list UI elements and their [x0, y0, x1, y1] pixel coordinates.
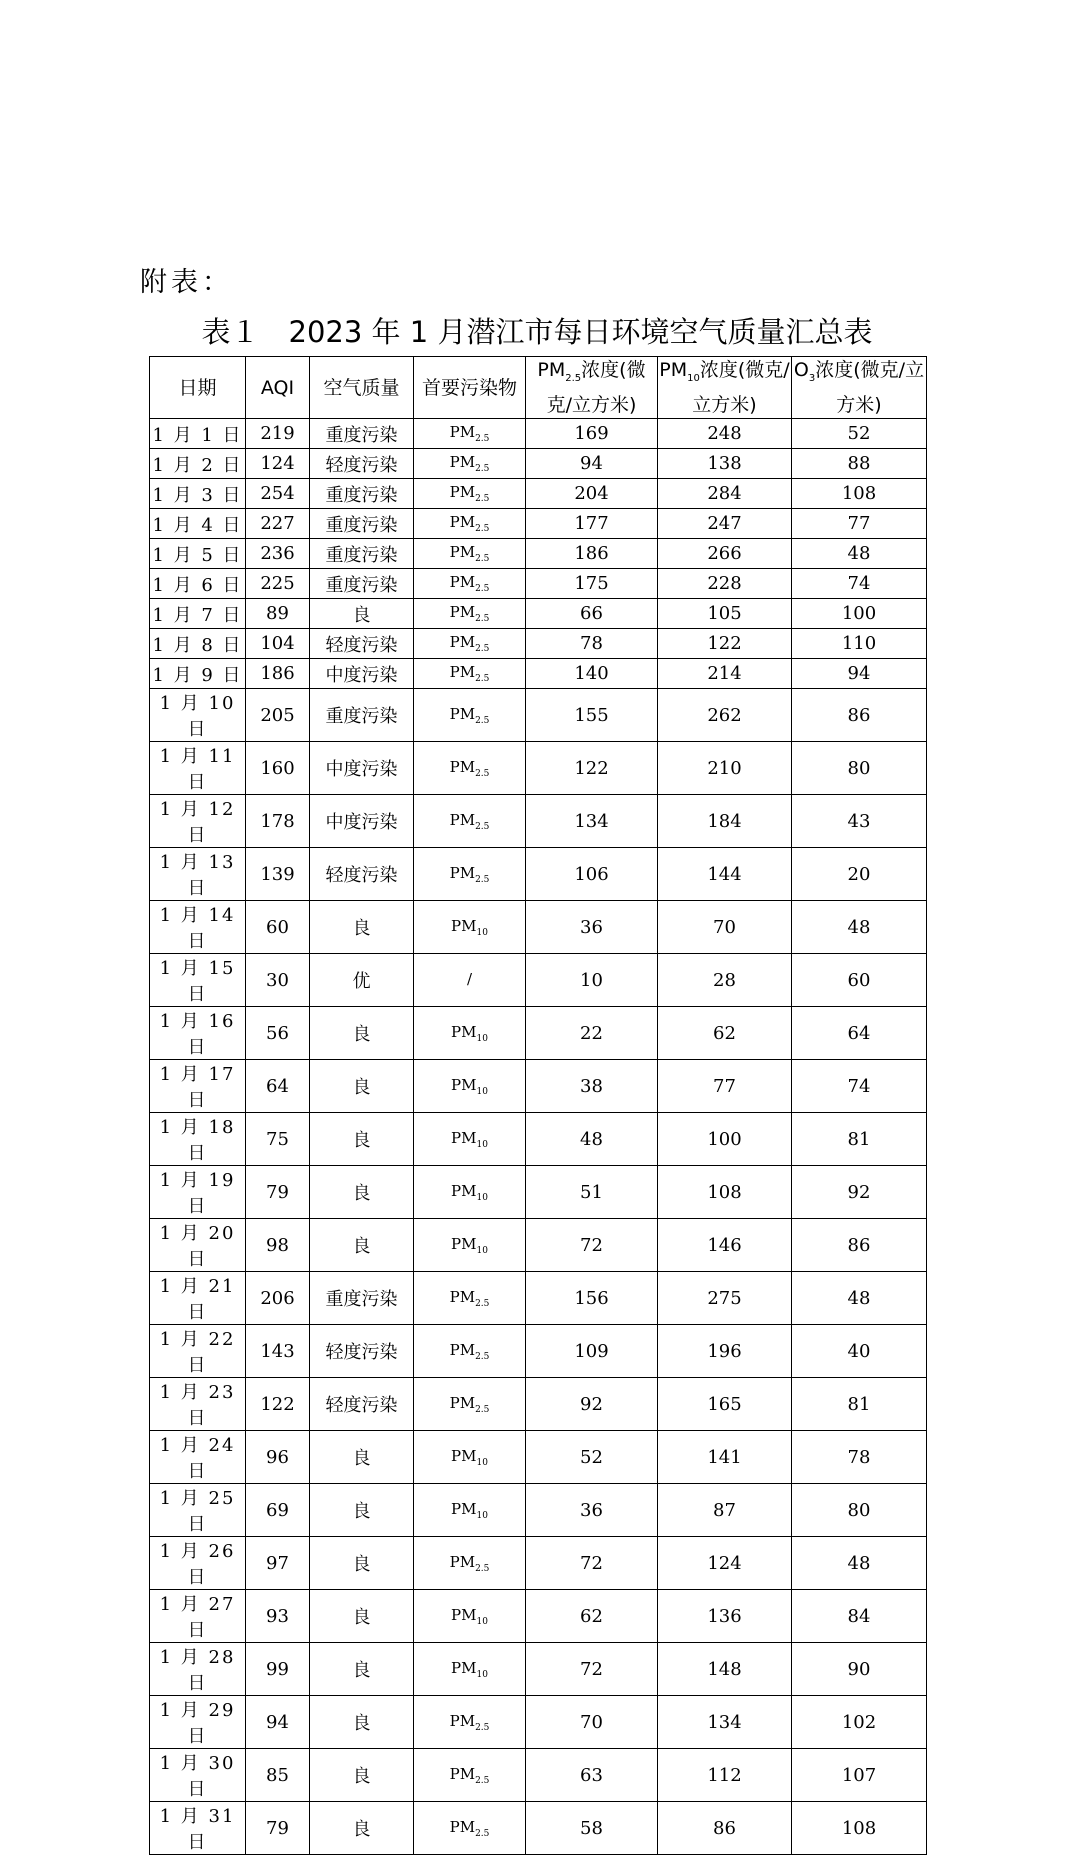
cell-pm10: 165 [658, 1378, 792, 1431]
cell-primary-pollutant: $PM_{2.5}$ [414, 659, 526, 689]
cell-date: 1 月 30 日 [150, 1749, 246, 1802]
cell-aqi: 98 [246, 1219, 310, 1272]
cell-date: 1 月 31 日 [150, 1802, 246, 1855]
cell-o3: 100 [792, 599, 927, 629]
table-row [150, 1378, 927, 1431]
table-row [150, 1060, 927, 1113]
cell-primary-pollutant: $PM_{2.5}$ [414, 599, 526, 629]
cell-pm10: 248 [658, 419, 792, 449]
cell-primary-pollutant: $PM_{2.5}$ [414, 629, 526, 659]
cell-aqi: 60 [246, 901, 310, 954]
cell-quality: 良 [310, 1802, 414, 1855]
table-row [150, 539, 927, 569]
cell-pm10: 275 [658, 1272, 792, 1325]
cell-o3: 110 [792, 629, 927, 659]
cell-o3: 90 [792, 1643, 927, 1696]
cell-primary-pollutant: $PM_{2.5}$ [414, 569, 526, 599]
cell-date: 1 月 2 日 [150, 449, 246, 479]
table-row [150, 848, 927, 901]
cell-primary-pollutant: $PM_{2.5}$ [414, 1325, 526, 1378]
cell-primary-pollutant: $PM_{2.5}$ [414, 509, 526, 539]
cell-date: 1 月 10 日 [150, 689, 246, 742]
cell-o3: 48 [792, 1272, 927, 1325]
cell-primary-pollutant: $PM_{10}$ [414, 1431, 526, 1484]
cell-date: 1 月 21 日 [150, 1272, 246, 1325]
cell-primary-pollutant: $PM_{10}$ [414, 1590, 526, 1643]
cell-pm25: 106 [526, 848, 658, 901]
cell-o3: 48 [792, 901, 927, 954]
annex-label: 附表： [140, 267, 233, 298]
table-row [150, 449, 927, 479]
cell-pm10: 100 [658, 1113, 792, 1166]
cell-o3: 81 [792, 1113, 927, 1166]
cell-date: 1 月 29 日 [150, 1696, 246, 1749]
cell-pm10: 141 [658, 1431, 792, 1484]
cell-quality: 良 [310, 599, 414, 629]
cell-primary-pollutant: $PM_{2.5}$ [414, 449, 526, 479]
cell-o3: 78 [792, 1431, 927, 1484]
cell-primary-pollutant: $PM_{10}$ [414, 901, 526, 954]
cell-pm25: 78 [526, 629, 658, 659]
cell-quality: 重度污染 [310, 419, 414, 449]
cell-date: 1 月 16 日 [150, 1007, 246, 1060]
cell-o3: 52 [792, 419, 927, 449]
cell-pm25: 204 [526, 479, 658, 509]
table-header-row [150, 357, 927, 419]
cell-aqi: 236 [246, 539, 310, 569]
cell-o3: 43 [792, 795, 927, 848]
cell-pm25: 156 [526, 1272, 658, 1325]
cell-quality: 轻度污染 [310, 1325, 414, 1378]
cell-primary-pollutant: $PM_{2.5}$ [414, 689, 526, 742]
cell-primary-pollutant: $PM_{2.5}$ [414, 795, 526, 848]
cell-pm25: 169 [526, 419, 658, 449]
table-row [150, 901, 927, 954]
cell-date: 1 月 20 日 [150, 1219, 246, 1272]
cell-date: 1 月 5 日 [150, 539, 246, 569]
table-body [150, 419, 927, 1855]
cell-pm10: 148 [658, 1643, 792, 1696]
cell-date: 1 月 11 日 [150, 742, 246, 795]
cell-pm25: 70 [526, 1696, 658, 1749]
cell-pm25: 22 [526, 1007, 658, 1060]
cell-primary-pollutant: $PM_{10}$ [414, 1060, 526, 1113]
table-row [150, 659, 927, 689]
cell-pm25: 66 [526, 599, 658, 629]
cell-date: 1 月 1 日 [150, 419, 246, 449]
cell-date: 1 月 3 日 [150, 479, 246, 509]
cell-pm10: 70 [658, 901, 792, 954]
table-row [150, 689, 927, 742]
cell-quality: 良 [310, 1219, 414, 1272]
cell-aqi: 254 [246, 479, 310, 509]
cell-date: 1 月 27 日 [150, 1590, 246, 1643]
cell-aqi: 206 [246, 1272, 310, 1325]
cell-o3: 86 [792, 689, 927, 742]
cell-aqi: 219 [246, 419, 310, 449]
cell-o3: 84 [792, 1590, 927, 1643]
cell-pm10: 144 [658, 848, 792, 901]
cell-pm10: 122 [658, 629, 792, 659]
cell-quality: 优 [310, 954, 414, 1007]
cell-o3: 74 [792, 1060, 927, 1113]
cell-date: 1 月 4 日 [150, 509, 246, 539]
table-row [150, 742, 927, 795]
cell-aqi: 139 [246, 848, 310, 901]
cell-pm10: 86 [658, 1802, 792, 1855]
cell-aqi: 186 [246, 659, 310, 689]
table-row [150, 1166, 927, 1219]
cell-o3: 77 [792, 509, 927, 539]
cell-date: 1 月 28 日 [150, 1643, 246, 1696]
table-row [150, 509, 927, 539]
cell-pm25: 63 [526, 1749, 658, 1802]
cell-aqi: 56 [246, 1007, 310, 1060]
cell-date: 1 月 8 日 [150, 629, 246, 659]
cell-o3: 64 [792, 1007, 927, 1060]
cell-pm10: 262 [658, 689, 792, 742]
cell-quality: 良 [310, 1537, 414, 1590]
cell-pm10: 146 [658, 1219, 792, 1272]
cell-pm25: 122 [526, 742, 658, 795]
table-row [150, 1431, 927, 1484]
cell-o3: 81 [792, 1378, 927, 1431]
cell-aqi: 30 [246, 954, 310, 1007]
cell-aqi: 160 [246, 742, 310, 795]
table-row [150, 1272, 927, 1325]
cell-aqi: 64 [246, 1060, 310, 1113]
table-row [150, 1325, 927, 1378]
cell-aqi: 178 [246, 795, 310, 848]
cell-aqi: 94 [246, 1696, 310, 1749]
cell-date: 1 月 17 日 [150, 1060, 246, 1113]
cell-pm10: 62 [658, 1007, 792, 1060]
header-date: 日期 [150, 357, 246, 419]
header-pm10: $PM_{10}$浓度(微克/立方米) [658, 357, 792, 419]
table-row [150, 954, 927, 1007]
cell-pm10: 138 [658, 449, 792, 479]
cell-pm10: 134 [658, 1696, 792, 1749]
cell-aqi: 143 [246, 1325, 310, 1378]
cell-date: 1 月 15 日 [150, 954, 246, 1007]
table-row [150, 1643, 927, 1696]
cell-quality: 良 [310, 1749, 414, 1802]
table-row [150, 1007, 927, 1060]
cell-quality: 重度污染 [310, 569, 414, 599]
cell-pm10: 247 [658, 509, 792, 539]
cell-pm10: 87 [658, 1484, 792, 1537]
cell-primary-pollutant: $PM_{2.5}$ [414, 1802, 526, 1855]
cell-quality: 良 [310, 901, 414, 954]
cell-primary-pollutant: $PM_{10}$ [414, 1113, 526, 1166]
cell-pm25: 94 [526, 449, 658, 479]
cell-o3: 94 [792, 659, 927, 689]
cell-pm25: 72 [526, 1537, 658, 1590]
cell-pm25: 134 [526, 795, 658, 848]
cell-o3: 108 [792, 1802, 927, 1855]
cell-o3: 102 [792, 1696, 927, 1749]
cell-quality: 重度污染 [310, 1272, 414, 1325]
cell-quality: 重度污染 [310, 479, 414, 509]
header-o3: $O_3$浓度(微克/立方米) [792, 357, 927, 419]
cell-o3: 92 [792, 1166, 927, 1219]
air-quality-table [149, 356, 927, 1855]
table-row [150, 1484, 927, 1537]
cell-quality: 重度污染 [310, 539, 414, 569]
cell-pm10: 266 [658, 539, 792, 569]
cell-aqi: 124 [246, 449, 310, 479]
cell-pm25: 36 [526, 1484, 658, 1537]
cell-primary-pollutant: $PM_{2.5}$ [414, 848, 526, 901]
header-quality: 空气质量 [310, 357, 414, 419]
cell-primary-pollutant: $PM_{2.5}$ [414, 1272, 526, 1325]
cell-date: 1 月 18 日 [150, 1113, 246, 1166]
cell-date: 1 月 23 日 [150, 1378, 246, 1431]
table-row [150, 1749, 927, 1802]
cell-o3: 60 [792, 954, 927, 1007]
table-row [150, 1537, 927, 1590]
cell-o3: 107 [792, 1749, 927, 1802]
cell-quality: 良 [310, 1007, 414, 1060]
cell-date: 1 月 6 日 [150, 569, 246, 599]
cell-pm25: 38 [526, 1060, 658, 1113]
cell-pm10: 105 [658, 599, 792, 629]
cell-pm25: 177 [526, 509, 658, 539]
cell-pm10: 196 [658, 1325, 792, 1378]
cell-o3: 74 [792, 569, 927, 599]
cell-pm25: 92 [526, 1378, 658, 1431]
cell-aqi: 96 [246, 1431, 310, 1484]
cell-o3: 88 [792, 449, 927, 479]
table-row [150, 569, 927, 599]
cell-quality: 重度污染 [310, 689, 414, 742]
cell-aqi: 205 [246, 689, 310, 742]
cell-quality: 良 [310, 1643, 414, 1696]
cell-pm25: 72 [526, 1219, 658, 1272]
cell-quality: 良 [310, 1590, 414, 1643]
cell-o3: 108 [792, 479, 927, 509]
table-row [150, 1802, 927, 1855]
cell-quality: 良 [310, 1696, 414, 1749]
cell-quality: 良 [310, 1431, 414, 1484]
cell-aqi: 225 [246, 569, 310, 599]
cell-date: 1 月 13 日 [150, 848, 246, 901]
cell-aqi: 69 [246, 1484, 310, 1537]
cell-primary-pollutant: $PM_{2.5}$ [414, 1537, 526, 1590]
cell-date: 1 月 25 日 [150, 1484, 246, 1537]
cell-pm10: 214 [658, 659, 792, 689]
cell-quality: 轻度污染 [310, 629, 414, 659]
cell-pm25: 58 [526, 1802, 658, 1855]
cell-primary-pollutant: $PM_{2.5}$ [414, 1696, 526, 1749]
cell-pm25: 51 [526, 1166, 658, 1219]
cell-pm25: 52 [526, 1431, 658, 1484]
cell-aqi: 89 [246, 599, 310, 629]
cell-pm10: 228 [658, 569, 792, 599]
cell-primary-pollutant: $PM_{10}$ [414, 1219, 526, 1272]
cell-aqi: 122 [246, 1378, 310, 1431]
cell-date: 1 月 24 日 [150, 1431, 246, 1484]
cell-primary-pollutant: $PM_{10}$ [414, 1484, 526, 1537]
cell-pm25: 155 [526, 689, 658, 742]
table-title: 表１ 2023 年 1 月潜江市每日环境空气质量汇总表 [201, 315, 873, 349]
cell-pm10: 124 [658, 1537, 792, 1590]
cell-date: 1 月 9 日 [150, 659, 246, 689]
cell-aqi: 93 [246, 1590, 310, 1643]
table-row [150, 1696, 927, 1749]
cell-pm25: 72 [526, 1643, 658, 1696]
table-row [150, 795, 927, 848]
cell-quality: 轻度污染 [310, 449, 414, 479]
cell-quality: 良 [310, 1166, 414, 1219]
cell-o3: 20 [792, 848, 927, 901]
cell-quality: 良 [310, 1113, 414, 1166]
cell-pm10: 77 [658, 1060, 792, 1113]
cell-pm25: 140 [526, 659, 658, 689]
cell-quality: 良 [310, 1060, 414, 1113]
table-row [150, 419, 927, 449]
cell-o3: 48 [792, 1537, 927, 1590]
cell-primary-pollutant: $PM_{2.5}$ [414, 479, 526, 509]
cell-aqi: 79 [246, 1802, 310, 1855]
table-row [150, 1590, 927, 1643]
cell-pm25: 186 [526, 539, 658, 569]
cell-date: 1 月 12 日 [150, 795, 246, 848]
header-aqi: AQI [246, 357, 310, 419]
cell-primary-pollutant: $PM_{10}$ [414, 1007, 526, 1060]
table-row [150, 629, 927, 659]
cell-quality: 中度污染 [310, 659, 414, 689]
cell-aqi: 104 [246, 629, 310, 659]
cell-primary-pollutant: $PM_{10}$ [414, 1643, 526, 1696]
cell-quality: 轻度污染 [310, 848, 414, 901]
cell-aqi: 85 [246, 1749, 310, 1802]
cell-o3: 86 [792, 1219, 927, 1272]
cell-pm10: 284 [658, 479, 792, 509]
cell-pm25: 36 [526, 901, 658, 954]
cell-o3: 80 [792, 742, 927, 795]
cell-primary-pollutant: $PM_{2.5}$ [414, 742, 526, 795]
cell-o3: 40 [792, 1325, 927, 1378]
cell-quality: 良 [310, 1484, 414, 1537]
cell-quality: 中度污染 [310, 742, 414, 795]
cell-pm10: 136 [658, 1590, 792, 1643]
cell-pm25: 175 [526, 569, 658, 599]
cell-date: 1 月 14 日 [150, 901, 246, 954]
cell-primary-pollutant: $PM_{2.5}$ [414, 1749, 526, 1802]
table-row [150, 1113, 927, 1166]
cell-date: 1 月 22 日 [150, 1325, 246, 1378]
cell-primary-pollutant: $PM_{2.5}$ [414, 1378, 526, 1431]
cell-aqi: 97 [246, 1537, 310, 1590]
cell-quality: 轻度污染 [310, 1378, 414, 1431]
cell-primary-pollutant: $PM_{2.5}$ [414, 419, 526, 449]
cell-pm10: 210 [658, 742, 792, 795]
cell-pm10: 108 [658, 1166, 792, 1219]
cell-aqi: 99 [246, 1643, 310, 1696]
cell-primary-pollutant: $PM_{10}$ [414, 1166, 526, 1219]
cell-primary-pollutant: $PM_{2.5}$ [414, 539, 526, 569]
cell-o3: 48 [792, 539, 927, 569]
cell-pm25: 10 [526, 954, 658, 1007]
cell-date: 1 月 19 日 [150, 1166, 246, 1219]
cell-aqi: 75 [246, 1113, 310, 1166]
cell-aqi: 227 [246, 509, 310, 539]
table-row [150, 1219, 927, 1272]
header-primary-pollutant: 首要污染物 [414, 357, 526, 419]
header-pm25: $PM_{2.5}$浓度(微克/立方米) [526, 357, 658, 419]
table-row [150, 599, 927, 629]
cell-date: 1 月 26 日 [150, 1537, 246, 1590]
cell-quality: 中度污染 [310, 795, 414, 848]
cell-pm10: 28 [658, 954, 792, 1007]
cell-pm10: 112 [658, 1749, 792, 1802]
cell-date: 1 月 7 日 [150, 599, 246, 629]
cell-pm25: 62 [526, 1590, 658, 1643]
cell-quality: 重度污染 [310, 509, 414, 539]
cell-primary-pollutant: / [414, 954, 526, 1007]
table-row [150, 479, 927, 509]
cell-pm25: 109 [526, 1325, 658, 1378]
cell-pm25: 48 [526, 1113, 658, 1166]
cell-pm10: 184 [658, 795, 792, 848]
cell-aqi: 79 [246, 1166, 310, 1219]
cell-o3: 80 [792, 1484, 927, 1537]
